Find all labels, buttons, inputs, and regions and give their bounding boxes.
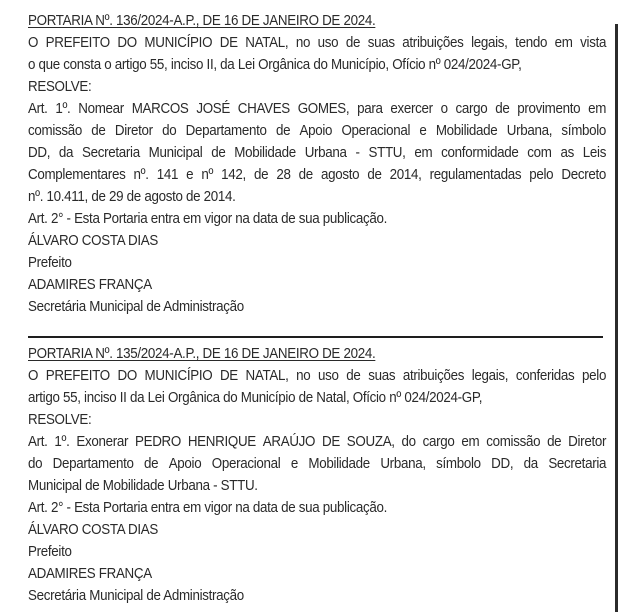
- signatory-name: ÁLVARO COSTA DIAS: [28, 521, 158, 538]
- preamble-line: o que consta o artigo 55, inciso II, da Lei Orgânica do Município, Ofício nº 024/2024-GP,: [28, 56, 522, 73]
- portaria-136: [28, 10, 606, 318]
- preamble-line: artigo 55, inciso II da Lei Orgânica do Município de Natal, Ofício nº 024/2024-GP,: [28, 389, 483, 406]
- signatory-title: Secretária Municipal de Administração: [28, 298, 244, 315]
- portaria-heading: PORTARIA Nº. 136/2024-A.P., DE 16 DE JANEIRO DE 2024.: [28, 12, 376, 29]
- resolve-label: RESOLVE:: [28, 411, 92, 428]
- section-divider: [28, 336, 603, 338]
- article-1-line: comissão de Diretor do Departamento de Apoio Operacional e Mobilidade Urbana, símbolo: [28, 122, 607, 139]
- column-border: [615, 24, 618, 612]
- signatory-title: Prefeito: [28, 254, 72, 271]
- article-1-line: Municipal de Mobilidade Urbana - STTU.: [28, 477, 258, 494]
- article-1-line: do Departamento de Apoio Operacional e Mobilidade Urbana, símbolo DD, da Secretaria: [28, 455, 607, 472]
- article-2: Art. 2° - Esta Portaria entra em vigor na data de sua publicação.: [28, 499, 388, 516]
- article-1-line: Art. 1º. Nomear MARCOS JOSÉ CHAVES GOMES, para exercer o cargo de provimento em: [28, 100, 607, 117]
- portaria-heading: PORTARIA Nº. 135/2024-A.P., DE 16 DE JANEIRO DE 2024.: [28, 345, 376, 362]
- preamble-line: O PREFEITO DO MUNICÍPIO DE NATAL, no uso de suas atribuições legais, tendo em vista: [28, 34, 607, 51]
- portaria-135: [28, 343, 606, 607]
- article-1-line: nº. 10.411, de 29 de agosto de 2014.: [28, 188, 236, 205]
- signatory-name: ADAMIRES FRANÇA: [28, 276, 152, 293]
- article-1-line: DD, da Secretaria Municipal de Mobilidade Urbana - STTU, em conformidade com as Leis: [28, 144, 607, 161]
- article-1-line: Art. 1º. Exonerar PEDRO HENRIQUE ARAÚJO DE SOUZA, do cargo em comissão de Diretor: [28, 433, 607, 450]
- signatory-title: Prefeito: [28, 543, 72, 560]
- signatory-name: ADAMIRES FRANÇA: [28, 565, 152, 582]
- article-1-line: Complementares nº. 141 e nº 142, de 28 de agosto de 2014, regulamentadas pelo Decreto: [28, 166, 607, 183]
- signatory-title: Secretária Municipal de Administração: [28, 587, 244, 604]
- article-2: Art. 2° - Esta Portaria entra em vigor na data de sua publicação.: [28, 210, 388, 227]
- signatory-name: ÁLVARO COSTA DIAS: [28, 232, 158, 249]
- preamble-line: O PREFEITO DO MUNICÍPIO DE NATAL, no uso de suas atribuições legais, conferidas pelo: [28, 367, 607, 384]
- resolve-label: RESOLVE:: [28, 78, 92, 95]
